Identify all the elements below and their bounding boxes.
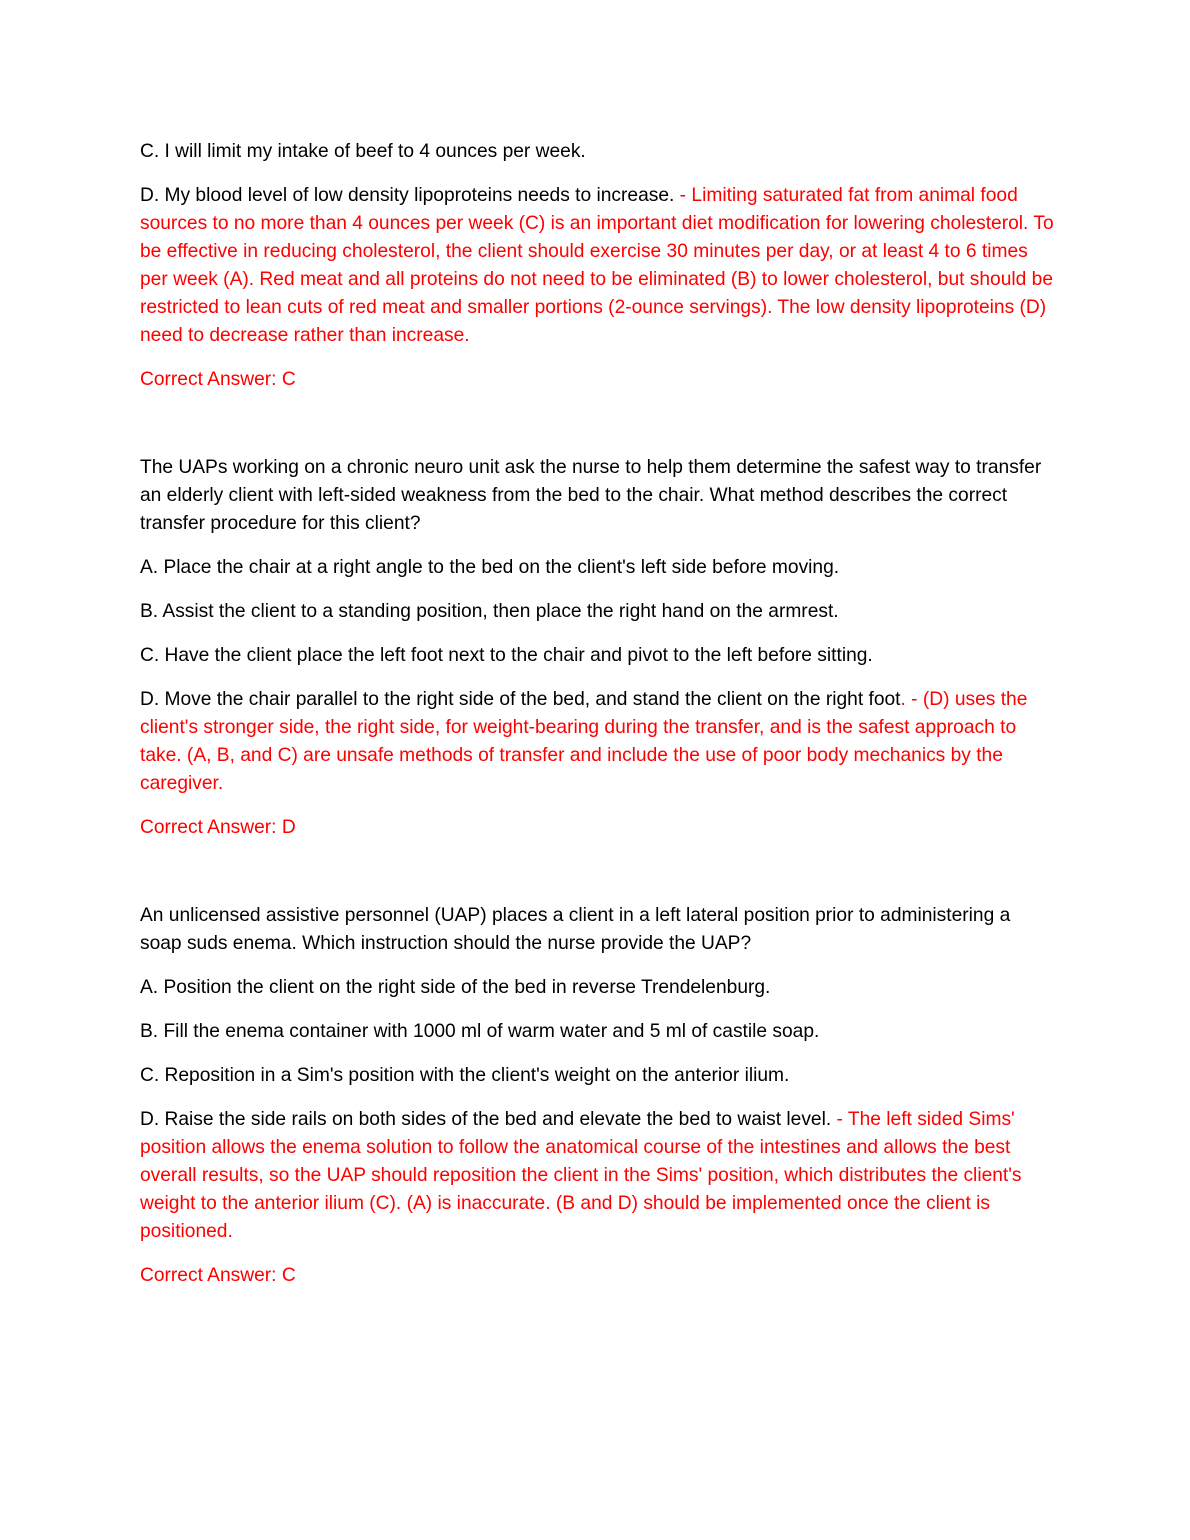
block1-option-c: C. I will limit my intake of beef to 4 ounces per week. <box>140 141 586 162</box>
question-spacer <box>140 858 1055 902</box>
block2-option-d <box>140 686 1055 798</box>
block3-option-d <box>140 1106 1055 1246</box>
block2-option-b: B. Assist the client to a standing position, then place the right hand on the armrest. <box>140 601 839 622</box>
block2-correct-answer: Correct Answer: D <box>140 817 296 838</box>
block3-option-c: C. Reposition in a Sim's position with the client's weight on the anterior ilium. <box>140 1065 790 1086</box>
block1-rationale: - Limiting saturated fat from animal food sources to no more than 4 ounces per week (C) is an important diet modification for lowering cholesterol. To be effective in reducing cholesterol, the client should exercise 30 minutes per day, or at least 4 to 6 times per week (A). Red meat and all proteins do not need to be eliminated (B) to lower cholesterol, but should be restricted to lean cuts of red meat and smaller portions (2-ounce servings). The low density lipoproteins (D) need to decrease rather than increase. <box>140 185 1054 346</box>
block3-question: An unlicensed assistive personnel (UAP) places a client in a left lateral position prior to administering a soap suds enema. Which instruction should the nurse provide the UAP? <box>140 905 1011 954</box>
block1-correct-answer: Correct Answer: C <box>140 369 296 390</box>
block2-rationale: . - (D) uses the client's stronger side, the right side, for weight-bearing during the transfer, and is the safest approach to take. (A, B, and C) are unsafe methods of transfer and include the use of poor body mechanics by the caregiver. <box>140 689 1028 794</box>
block3-option-b: B. Fill the enema container with 1000 ml of warm water and 5 ml of castile soap. <box>140 1021 820 1042</box>
block3-rationale: - The left sided Sims' position allows the enema solution to follow the anatomical course of the intestines and allows the best overall results, so the UAP should reposition the client in the Sims' position, which distributes the client's weight to the anterior ilium (C). (A) is inaccurate. (B and D) should be implemented once the client is positioned. <box>140 1109 1022 1242</box>
block3-option-a: A. Position the client on the right side of the bed in reverse Trendelenburg. <box>140 977 771 998</box>
block2-option-a: A. Place the chair at a right angle to the bed on the client's left side before moving. <box>140 557 840 578</box>
block2-question: The UAPs working on a chronic neuro unit ask the nurse to help them determine the safest way to transfer an elderly client with left-sided weakness from the bed to the chair. What method describes the correct transfer procedure for this client? <box>140 457 1042 534</box>
block1-option-d-text: D. My blood level of low density lipoproteins needs to increase. <box>140 185 675 206</box>
block2-option-c: C. Have the client place the left foot next to the chair and pivot to the left before sitting. <box>140 645 873 666</box>
block3-correct-answer: Correct Answer: C <box>140 1265 296 1286</box>
block2-option-d-text: D. Move the chair parallel to the right side of the bed, and stand the client on the right foot <box>140 689 901 710</box>
document-page <box>140 138 1055 1306</box>
block3-option-d-text: D. Raise the side rails on both sides of the bed and elevate the bed to waist level. <box>140 1109 832 1130</box>
question-spacer <box>140 410 1055 454</box>
block1-option-d <box>140 182 1055 350</box>
